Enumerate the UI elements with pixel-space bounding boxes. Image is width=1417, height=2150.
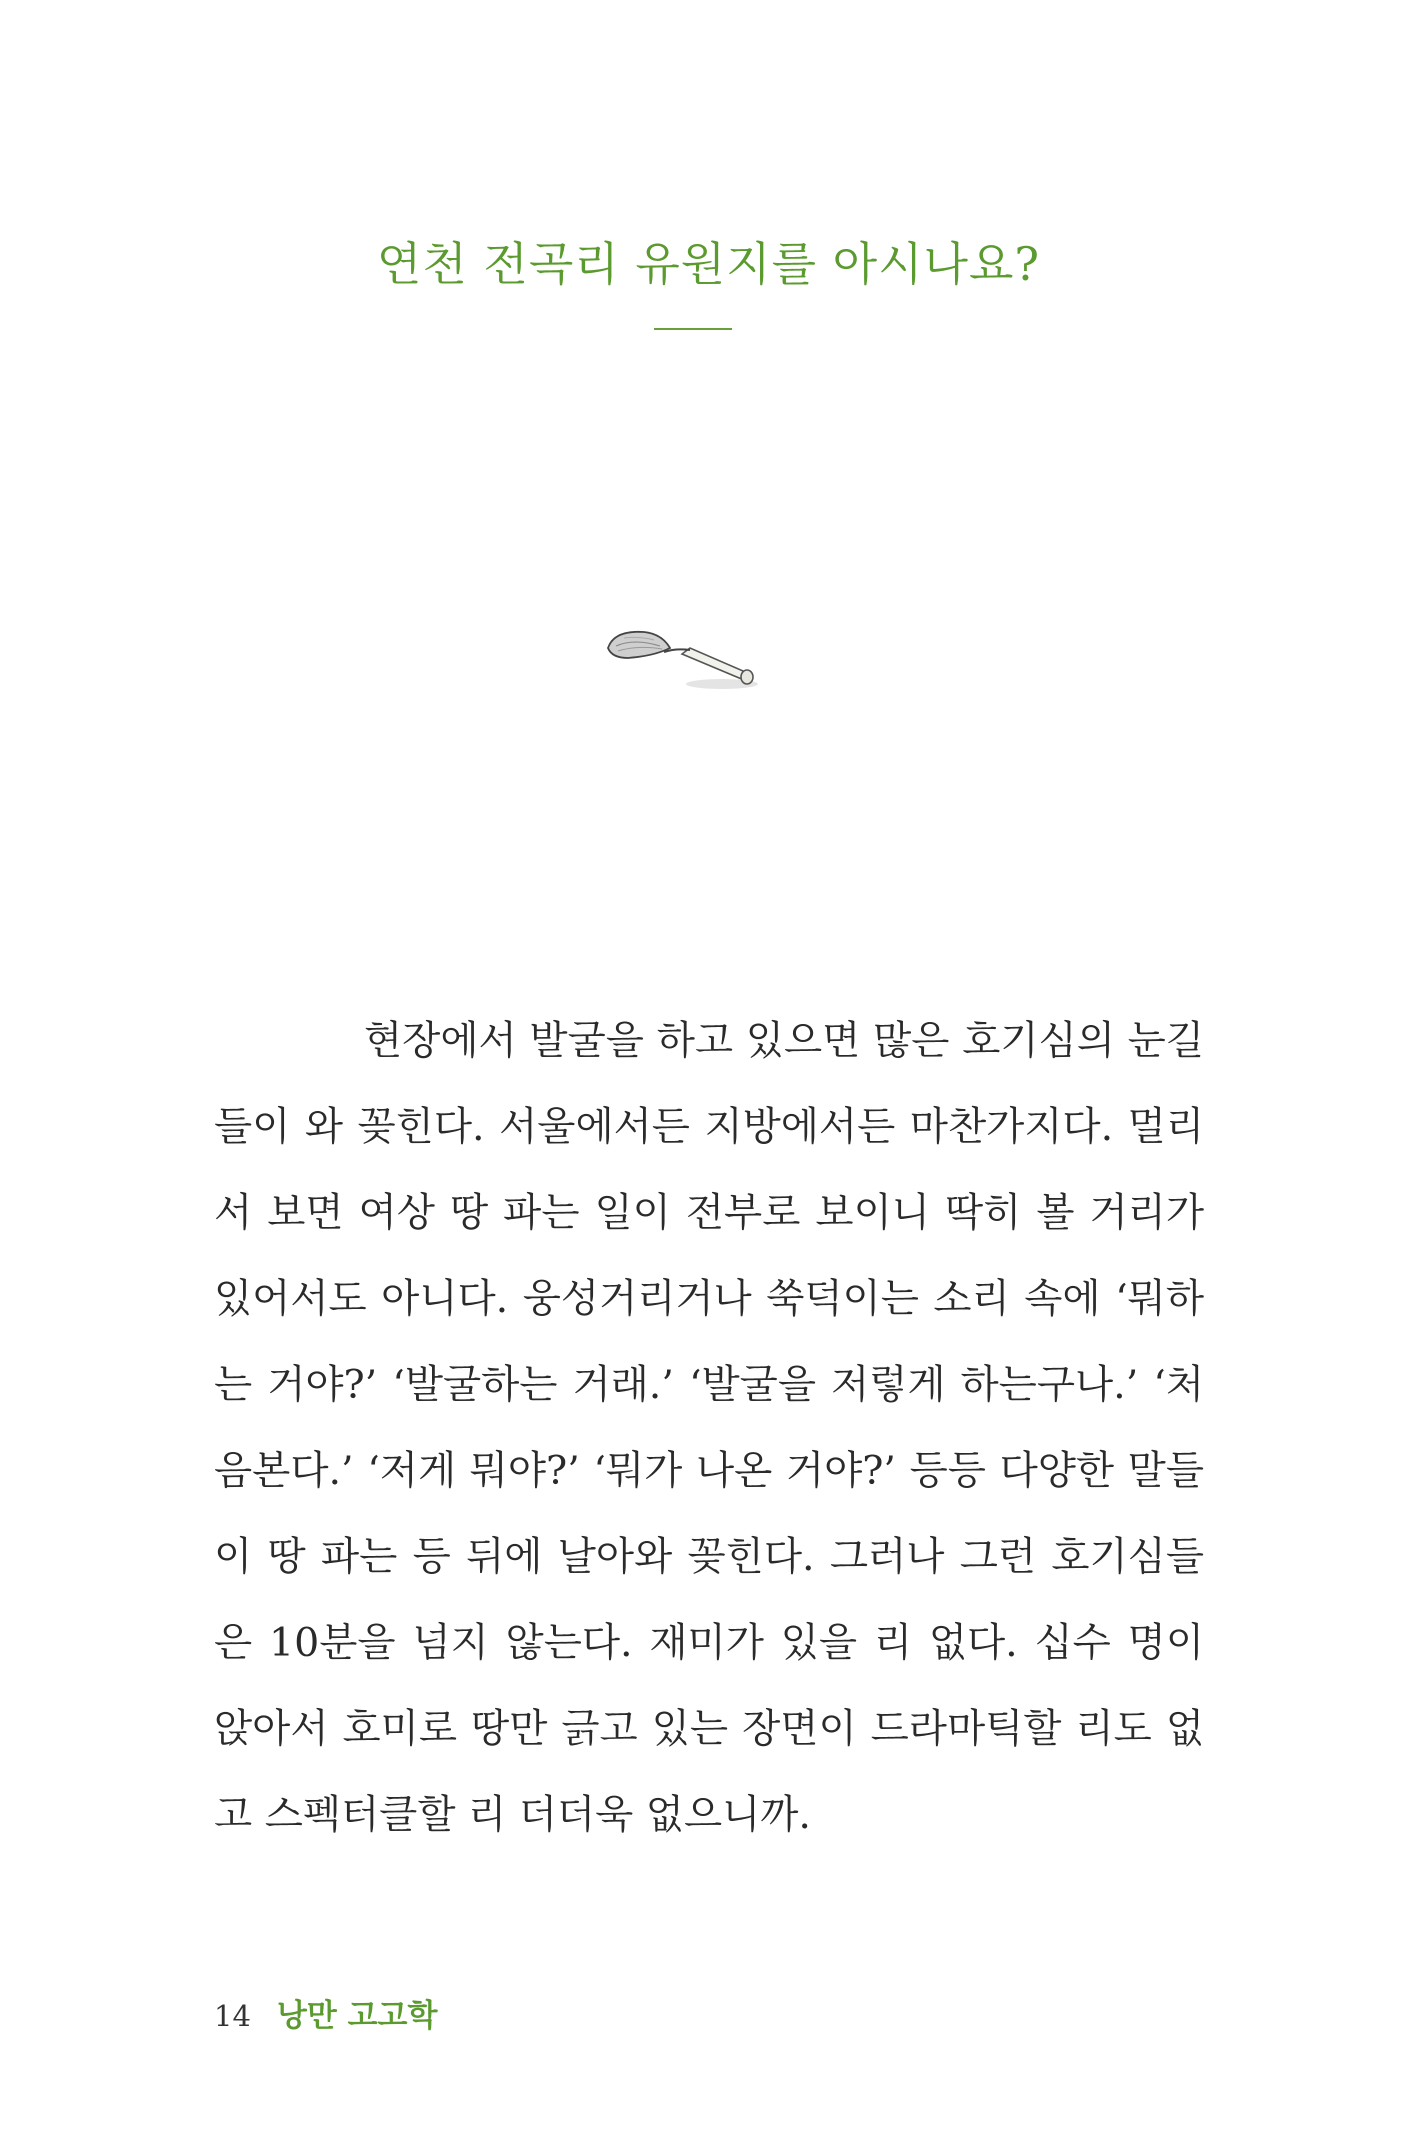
title-divider bbox=[654, 328, 732, 330]
body-paragraph bbox=[214, 998, 1204, 1858]
page-number: 14 bbox=[214, 1999, 251, 2033]
hoe-icon bbox=[604, 618, 774, 698]
chapter-title: 연천 전곡리 유원지를 아시나요? bbox=[376, 237, 1041, 291]
running-book-title: 낭만 고고학 bbox=[276, 1998, 438, 2034]
page-footer bbox=[214, 1990, 437, 2035]
body-paragraph-text: 현장에서 발굴을 하고 있으면 많은 호기심의 눈길들이 와 꽂힌다. 서울에서든 지방에서든 마찬가지다. 멀리서 보면 여상 땅 파는 일이 전부로 보이니 딱히 볼 거리가 있어서도 아니다. 웅성거리거나 쑥덕이는 소리 속에 ‘뭐하는 거야?’ ‘발굴하는 거래.’ ‘발굴을 저렇게 하는구나.’ ‘처음본다.’ ‘저게 뭐야?’ ‘뭐가 나온 거야?’ 등등 다양한 말들이 땅 파는 등 뒤에 날아와 꽂힌다. 그러나 그런 호기심들은 10분을 넘지 않는다. 재미가 있을 리 없다. 십수 명이 앉아서 호미로 땅만 긁고 있는 장면이 드라마틱할 리도 없고 스펙터클할 리 더더욱 없으니까. bbox=[214, 1018, 1204, 1838]
